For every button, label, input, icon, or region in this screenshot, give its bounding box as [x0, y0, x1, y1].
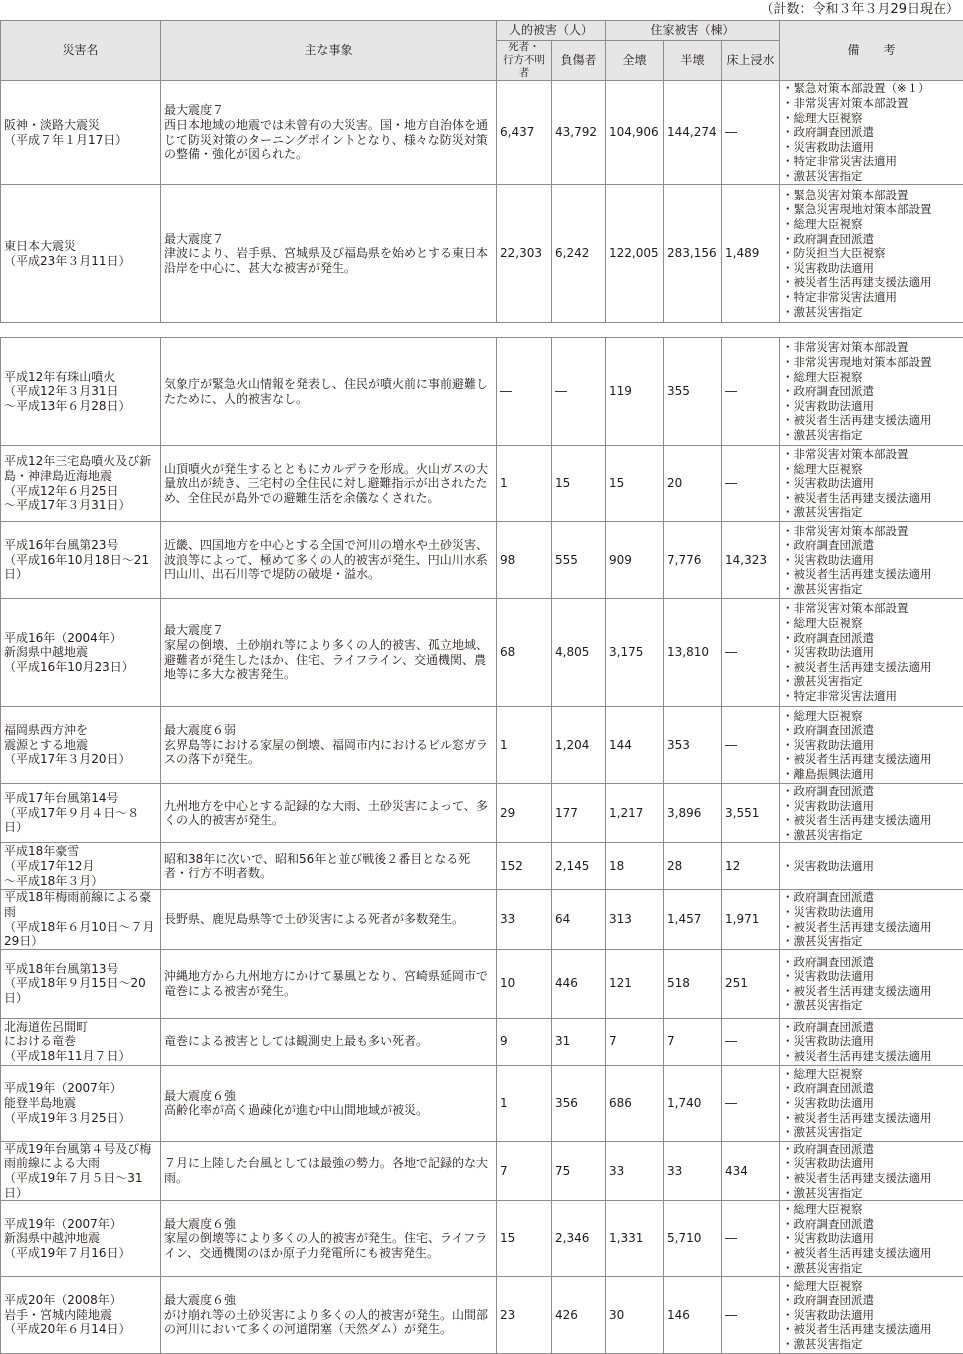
- full-collapse-count: 3,175: [606, 599, 664, 707]
- remarks-list: [780, 843, 963, 890]
- table-row: [1, 446, 963, 522]
- half-collapse-count: 7,776: [664, 522, 722, 599]
- remark-item: ・災害救助法適用: [782, 140, 963, 155]
- header-above-floor-flood: 床上浸水: [722, 41, 780, 81]
- major-disasters-table: [0, 20, 963, 323]
- disaster-name: 平成12年三宅島噴火及び新島・神津島近海地震 （平成12年６月25日 ～平成17年３月31日）: [1, 446, 161, 522]
- flood-count: 434: [722, 1141, 780, 1200]
- main-event: 気象庁が緊急火山情報を発表し、住民が噴火前に事前避難したために、人的被害なし。: [161, 338, 497, 446]
- remark-item: ・非常災害現地対策本部設置: [782, 355, 963, 370]
- remarks-list: [780, 522, 963, 599]
- full-collapse-count: 121: [606, 949, 664, 1018]
- remark-item: ・災害救助法適用: [782, 1096, 963, 1111]
- remark-item: ・特定非常災害法適用: [782, 689, 963, 704]
- flood-count: 251: [722, 949, 780, 1018]
- remark-item: ・政府調査団派遣: [782, 784, 963, 799]
- remark-item: ・政府調査団派遣: [782, 1293, 963, 1308]
- disaster-name: 平成18年台風第13号 （平成18年９月15日～20日）: [1, 949, 161, 1018]
- main-event: ７月に上陸した台風としては最強の勢力。各地で記録的な大雨。: [161, 1141, 497, 1200]
- table-row: [1, 949, 963, 1018]
- main-event: 近畿、四国地方を中心とする全国で河川の増水や土砂災害、波浪等によって、極めて多くの人的被害が発生、円山川水系円山川、出石川等で堤防の破堤・溢水。: [161, 522, 497, 599]
- remark-item: ・激甚災害指定: [782, 998, 963, 1013]
- remark-item: ・災害救助法適用: [782, 738, 963, 753]
- injured-count: 31: [552, 1018, 606, 1065]
- dead-missing-count: 10: [497, 949, 552, 1018]
- remark-item: ・政府調査団派遣: [782, 1081, 963, 1096]
- flood-count: 3,551: [722, 784, 780, 843]
- table-row: [1, 338, 963, 446]
- dead-missing-count: 33: [497, 890, 552, 949]
- main-event: 昭和38年に次いで、昭和56年と並び戦後２番目となる死者・行方不明者数。: [161, 843, 497, 890]
- remark-item: ・災害救助法適用: [782, 1308, 963, 1323]
- remark-item: ・政府調査団派遣: [782, 1142, 963, 1157]
- table-row: [1, 843, 963, 890]
- main-event: 沖縄地方から九州地方にかけて暴風となり、宮崎県延岡市で竜巻による被害が発生。: [161, 949, 497, 1018]
- remark-item: ・政府調査団派遣: [782, 1020, 963, 1035]
- count-date-note: （計数：令和３年３月29日現在）: [760, 0, 959, 20]
- remark-item: ・災害救助法適用: [782, 905, 963, 920]
- table-row: [1, 522, 963, 599]
- half-collapse-count: 3,896: [664, 784, 722, 843]
- injured-count: 177: [552, 784, 606, 843]
- remark-item: ・政府調査団派遣: [782, 125, 963, 140]
- flood-count: ―: [722, 707, 780, 784]
- remark-item: ・激甚災害指定: [782, 505, 963, 520]
- full-collapse-count: 909: [606, 522, 664, 599]
- remark-item: ・激甚災害指定: [782, 1261, 963, 1276]
- half-collapse-count: 20: [664, 446, 722, 522]
- remark-item: ・被災者生活再建支援法適用: [782, 1171, 963, 1186]
- main-event: 山頂噴火が発生するとともにカルデラを形成。火山ガスの大量放出が続き、三宅村の全住民に対し避難指示が出されたため、全住民が島外での避難生活を余儀なくされた。: [161, 446, 497, 522]
- remark-item: ・激甚災害指定: [782, 169, 963, 184]
- header-house-damage: 住家被害（棟）: [606, 21, 780, 41]
- remark-item: ・災害救助法適用: [782, 1034, 963, 1049]
- remark-item: ・激甚災害指定: [782, 582, 963, 597]
- remark-item: ・総理大臣視察: [782, 1279, 963, 1294]
- header-remarks: 備 考: [780, 21, 963, 81]
- remark-item: ・総理大臣視察: [782, 1067, 963, 1082]
- disaster-name: 平成12年有珠山噴火 （平成12年３月31日 ～平成13年６月28日）: [1, 338, 161, 446]
- remark-item: ・災害救助法適用: [782, 476, 963, 491]
- remarks-list: [780, 1141, 963, 1200]
- table-row: [1, 81, 963, 185]
- dead-missing-count: 68: [497, 599, 552, 707]
- remark-item: ・被災者生活再建支援法適用: [782, 1246, 963, 1261]
- remark-item: ・被災者生活再建支援法適用: [782, 1322, 963, 1337]
- dead-missing-count: 9: [497, 1018, 552, 1065]
- disaster-name: 平成16年（2004年） 新潟県中越地震 （平成16年10月23日）: [1, 599, 161, 707]
- half-collapse-count: 7: [664, 1018, 722, 1065]
- remark-item: ・激甚災害指定: [782, 934, 963, 949]
- disaster-name: 平成17年台風第14号 （平成17年９月４日～８日）: [1, 784, 161, 843]
- remark-item: ・災害救助法適用: [782, 645, 963, 660]
- header-main-event: 主な事象: [161, 21, 497, 81]
- disaster-name: 北海道佐呂間町 における竜巻 （平成18年11月７日）: [1, 1018, 161, 1065]
- flood-count: 12: [722, 843, 780, 890]
- remarks-list: [780, 446, 963, 522]
- remark-item: ・災害救助法適用: [782, 261, 963, 276]
- remark-item: ・非常災害対策本部設置: [782, 96, 963, 111]
- remark-item: ・被災者生活再建支援法適用: [782, 567, 963, 582]
- table-row: [1, 1201, 963, 1277]
- dead-missing-count: 6,437: [497, 81, 552, 185]
- table-row: [1, 890, 963, 949]
- remark-item: ・政府調査団派遣: [782, 232, 963, 247]
- remark-item: ・総理大臣視察: [782, 217, 963, 232]
- disaster-name: 東日本大震災 （平成23年３月11日）: [1, 185, 161, 323]
- table-row: [1, 1065, 963, 1141]
- full-collapse-count: 1,217: [606, 784, 664, 843]
- injured-count: 555: [552, 522, 606, 599]
- half-collapse-count: 283,156: [664, 185, 722, 323]
- injured-count: 4,805: [552, 599, 606, 707]
- main-event: 最大震度６強 がけ崩れ等の土砂災害により多くの人的被害が発生。山間部の河川において多くの河道閉塞（天然ダム）が発生。: [161, 1277, 497, 1354]
- injured-count: 15: [552, 446, 606, 522]
- remark-item: ・政府調査団派遣: [782, 955, 963, 970]
- injured-count: 75: [552, 1141, 606, 1200]
- disaster-name: 福岡県西方沖を 震源とする地震 （平成17年３月20日）: [1, 707, 161, 784]
- remark-item: ・被災者生活再建支援法適用: [782, 275, 963, 290]
- half-collapse-count: 13,810: [664, 599, 722, 707]
- injured-count: 2,346: [552, 1201, 606, 1277]
- flood-count: ―: [722, 338, 780, 446]
- dead-missing-count: 1: [497, 1065, 552, 1141]
- remark-item: ・被災者生活再建支援法適用: [782, 984, 963, 999]
- remark-item: ・被災者生活再建支援法適用: [782, 660, 963, 675]
- header-full-collapse: 全壊: [606, 41, 664, 81]
- remark-item: ・総理大臣視察: [782, 616, 963, 631]
- dead-missing-count: 98: [497, 522, 552, 599]
- remark-item: ・離島振興法適用: [782, 767, 963, 782]
- flood-count: 14,323: [722, 522, 780, 599]
- injured-count: 64: [552, 890, 606, 949]
- injured-count: 446: [552, 949, 606, 1018]
- full-collapse-count: 313: [606, 890, 664, 949]
- remark-item: ・緊急対策本部設置（※１）: [782, 81, 963, 96]
- full-collapse-count: 30: [606, 1277, 664, 1354]
- flood-count: ―: [722, 1018, 780, 1065]
- remarks-list: [780, 81, 963, 185]
- remark-item: ・激甚災害指定: [782, 828, 963, 843]
- remark-item: ・非常災害対策本部設置: [782, 601, 963, 616]
- remark-item: ・非常災害対策本部設置: [782, 447, 963, 462]
- remark-item: ・非常災害対策本部設置: [782, 340, 963, 355]
- header-human-damage: 人的被害（人）: [497, 21, 606, 41]
- half-collapse-count: 5,710: [664, 1201, 722, 1277]
- injured-count: 2,145: [552, 843, 606, 890]
- main-event: 長野県、鹿児島県等で土砂災害による死者が多数発生。: [161, 890, 497, 949]
- main-event: 竜巻による被害としては観測史上最も多い死者。: [161, 1018, 497, 1065]
- remark-item: ・激甚災害指定: [782, 1337, 963, 1352]
- header-dead-missing: 死者・ 行方不明者: [497, 41, 552, 81]
- remark-item: ・政府調査団派遣: [782, 384, 963, 399]
- table-row: [1, 1018, 963, 1065]
- remark-item: ・災害救助法適用: [782, 1231, 963, 1246]
- table-row: [1, 707, 963, 784]
- full-collapse-count: 104,906: [606, 81, 664, 185]
- full-collapse-count: 119: [606, 338, 664, 446]
- full-collapse-count: 686: [606, 1065, 664, 1141]
- table-row: [1, 1277, 963, 1354]
- remark-item: ・総理大臣視察: [782, 370, 963, 385]
- remark-item: ・総理大臣視察: [782, 111, 963, 126]
- remark-item: ・緊急災害対策本部設置: [782, 188, 963, 203]
- flood-count: ―: [722, 1065, 780, 1141]
- full-collapse-count: 7: [606, 1018, 664, 1065]
- remarks-list: [780, 1018, 963, 1065]
- full-collapse-count: 33: [606, 1141, 664, 1200]
- remarks-list: [780, 784, 963, 843]
- remark-item: ・激甚災害指定: [782, 1125, 963, 1140]
- remarks-list: [780, 707, 963, 784]
- remark-item: ・防災担当大臣視察: [782, 246, 963, 261]
- remarks-list: [780, 1277, 963, 1354]
- disaster-name: 平成18年豪雪 （平成17年12月 ～平成18年３月）: [1, 843, 161, 890]
- remark-item: ・激甚災害指定: [782, 305, 963, 320]
- half-collapse-count: 1,457: [664, 890, 722, 949]
- remark-item: ・激甚災害指定: [782, 674, 963, 689]
- full-collapse-count: 18: [606, 843, 664, 890]
- remark-item: ・政府調査団派遣: [782, 631, 963, 646]
- remark-item: ・被災者生活再建支援法適用: [782, 491, 963, 506]
- remark-item: ・災害救助法適用: [782, 399, 963, 414]
- flood-count: ―: [722, 446, 780, 522]
- injured-count: ―: [552, 338, 606, 446]
- remark-item: ・被災者生活再建支援法適用: [782, 413, 963, 428]
- full-collapse-count: 122,005: [606, 185, 664, 323]
- injured-count: 356: [552, 1065, 606, 1141]
- main-event: 最大震度６強 家屋の倒壊等により多くの人的被害が発生。住宅、ライフライン、交通機関のほか原子力発電所にも被害発生。: [161, 1201, 497, 1277]
- half-collapse-count: 28: [664, 843, 722, 890]
- main-event: 最大震度７ 西日本地域の地震では未曾有の大災害。国・地方自治体を通じて防災対策のターニングポイントとなり、様々な防災対策の整備・強化が図られた。: [161, 81, 497, 185]
- remark-item: ・特定非常災害法適用: [782, 154, 963, 169]
- remark-item: ・災害救助法適用: [782, 1156, 963, 1171]
- remark-item: ・総理大臣視察: [782, 1202, 963, 1217]
- remark-item: ・政府調査団派遣: [782, 538, 963, 553]
- remark-item: ・被災者生活再建支援法適用: [782, 1049, 963, 1064]
- dead-missing-count: 15: [497, 1201, 552, 1277]
- disaster-name: 平成19年台風第４号及び梅雨前線による大雨 （平成19年７月５日～31日）: [1, 1141, 161, 1200]
- remark-item: ・災害救助法適用: [782, 553, 963, 568]
- injured-count: 43,792: [552, 81, 606, 185]
- remark-item: ・激甚災害指定: [782, 1186, 963, 1201]
- remarks-list: [780, 949, 963, 1018]
- dead-missing-count: 7: [497, 1141, 552, 1200]
- other-disasters-table: [0, 337, 963, 1354]
- header-injured: 負傷者: [552, 41, 606, 81]
- dead-missing-count: 1: [497, 446, 552, 522]
- remark-item: ・災害救助法適用: [782, 859, 963, 874]
- main-event: 最大震度６弱 玄界島等における家屋の倒壊、福岡市内におけるビル窓ガラスの落下が発生。: [161, 707, 497, 784]
- table-row: [1, 185, 963, 323]
- dead-missing-count: 29: [497, 784, 552, 843]
- flood-count: 1,489: [722, 185, 780, 323]
- main-event: 九州地方を中心とする記録的な大雨、土砂災害によって、多くの人的被害が発生。: [161, 784, 497, 843]
- disaster-name: 平成19年（2007年） 新潟県中越沖地震 （平成19年７月16日）: [1, 1201, 161, 1277]
- disaster-name: 平成19年（2007年） 能登半島地震 （平成19年３月25日）: [1, 1065, 161, 1141]
- injured-count: 1,204: [552, 707, 606, 784]
- header-disaster-name: 災害名: [1, 21, 161, 81]
- main-event: 最大震度７ 家屋の倒壊、土砂崩れ等により多くの人的被害、孤立地域、避難者が発生したほか、住宅、ライフライン、交通機関、農地等に多大な被害発生。: [161, 599, 497, 707]
- disaster-name: 平成20年（2008年） 岩手・宮城内陸地震 （平成20年６月14日）: [1, 1277, 161, 1354]
- remark-item: ・被災者生活再建支援法適用: [782, 813, 963, 828]
- remark-item: ・被災者生活再建支援法適用: [782, 920, 963, 935]
- remark-item: ・災害救助法適用: [782, 969, 963, 984]
- dead-missing-count: ―: [497, 338, 552, 446]
- dead-missing-count: 22,303: [497, 185, 552, 323]
- remark-item: ・政府調査団派遣: [782, 723, 963, 738]
- half-collapse-count: 518: [664, 949, 722, 1018]
- remark-item: ・激甚災害指定: [782, 428, 963, 443]
- half-collapse-count: 1,740: [664, 1065, 722, 1141]
- flood-count: ―: [722, 81, 780, 185]
- main-event: 最大震度６強 高齢化率が高く過疎化が進む中山間地域が被災。: [161, 1065, 497, 1141]
- remark-item: ・特定非常災害法適用: [782, 290, 963, 305]
- remark-item: ・被災者生活再建支援法適用: [782, 752, 963, 767]
- half-collapse-count: 355: [664, 338, 722, 446]
- injured-count: 426: [552, 1277, 606, 1354]
- remark-item: ・非常災害対策本部設置: [782, 524, 963, 539]
- disaster-name: 平成16年台風第23号 （平成16年10月18日～21日）: [1, 522, 161, 599]
- remark-item: ・被災者生活再建支援法適用: [782, 1111, 963, 1126]
- remarks-list: [780, 185, 963, 323]
- remark-item: ・政府調査団派遣: [782, 890, 963, 905]
- flood-count: ―: [722, 1277, 780, 1354]
- remark-item: ・災害救助法適用: [782, 799, 963, 814]
- flood-count: 1,971: [722, 890, 780, 949]
- remarks-list: [780, 338, 963, 446]
- full-collapse-count: 15: [606, 446, 664, 522]
- header-half-collapse: 半壊: [664, 41, 722, 81]
- table-row: [1, 1141, 963, 1200]
- disaster-name: 平成18年梅雨前線による豪雨 （平成18年６月10日～７月29日）: [1, 890, 161, 949]
- main-event: 最大震度７ 津波により、岩手県、宮城県及び福島県を始めとする東日本沿岸を中心に、甚大な被害が発生。: [161, 185, 497, 323]
- full-collapse-count: 1,331: [606, 1201, 664, 1277]
- remarks-list: [780, 1201, 963, 1277]
- half-collapse-count: 146: [664, 1277, 722, 1354]
- half-collapse-count: 144,274: [664, 81, 722, 185]
- remark-item: ・緊急災害現地対策本部設置: [782, 202, 963, 217]
- dead-missing-count: 23: [497, 1277, 552, 1354]
- injured-count: 6,242: [552, 185, 606, 323]
- remarks-list: [780, 890, 963, 949]
- flood-count: ―: [722, 1201, 780, 1277]
- remark-item: ・総理大臣視察: [782, 462, 963, 477]
- table-row: [1, 784, 963, 843]
- remark-item: ・政府調査団派遣: [782, 1217, 963, 1232]
- dead-missing-count: 152: [497, 843, 552, 890]
- remarks-list: [780, 1065, 963, 1141]
- dead-missing-count: 1: [497, 707, 552, 784]
- remark-item: ・総理大臣視察: [782, 709, 963, 724]
- half-collapse-count: 33: [664, 1141, 722, 1200]
- remarks-list: [780, 599, 963, 707]
- flood-count: ―: [722, 599, 780, 707]
- half-collapse-count: 353: [664, 707, 722, 784]
- disaster-name: 阪神・淡路大震災 （平成７年１月17日）: [1, 81, 161, 185]
- table-row: [1, 599, 963, 707]
- full-collapse-count: 144: [606, 707, 664, 784]
